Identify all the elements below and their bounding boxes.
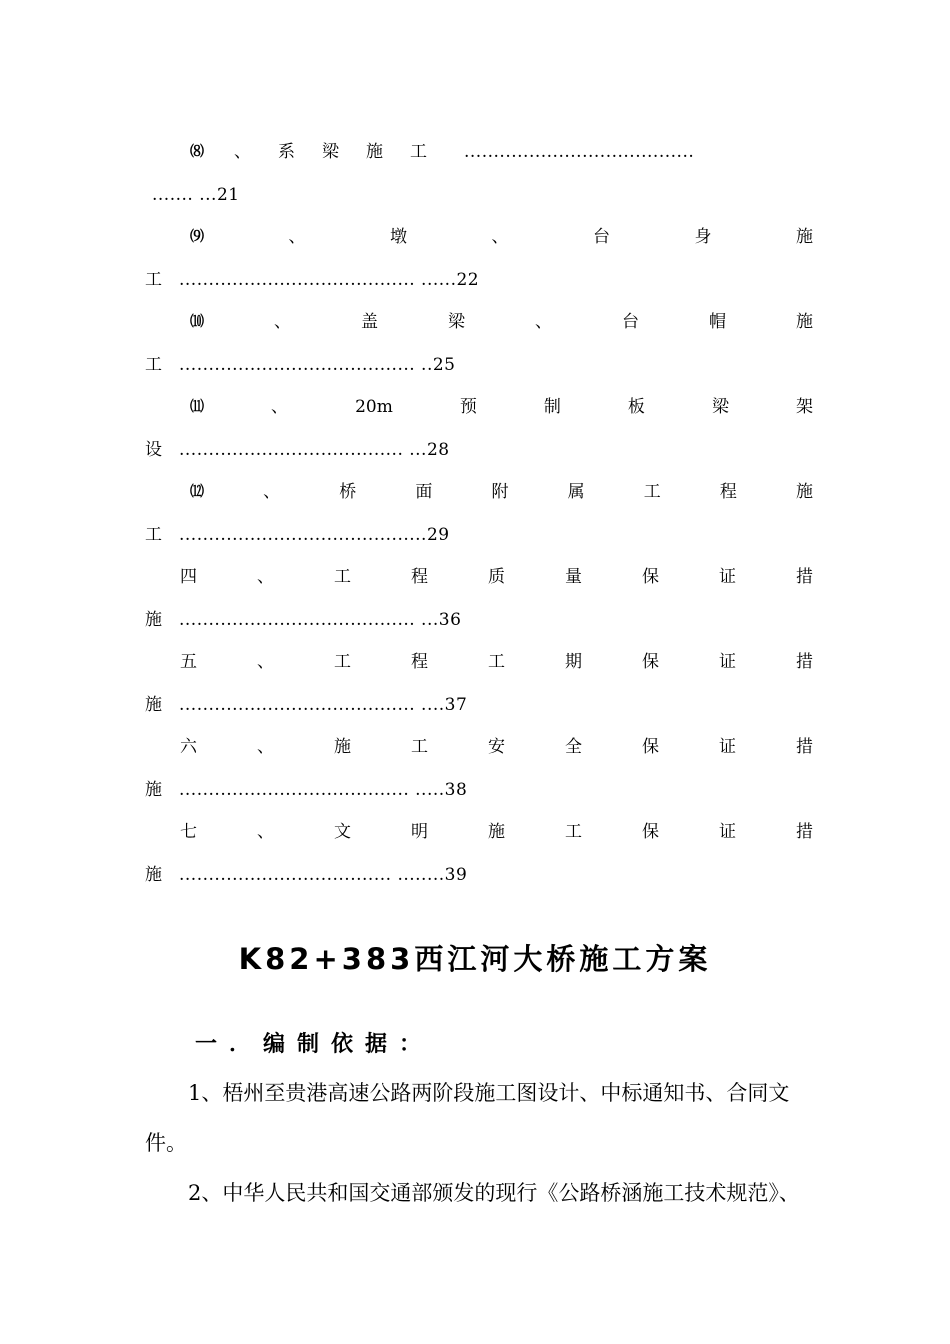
toc-entry-page <box>145 265 845 295</box>
toc-entry-char: 工 <box>334 652 351 672</box>
toc-entry-number: ⑿ <box>190 484 204 500</box>
section-heading: 一．编制依据： <box>195 1032 434 1057</box>
toc-entry-title <box>190 392 813 422</box>
toc-entry-char: 工 <box>488 652 505 672</box>
toc-entry-page <box>152 180 852 210</box>
toc-entry-title <box>180 732 813 762</box>
toc-entry-char: 附 <box>491 482 509 502</box>
toc-entry-number: 七 <box>180 822 197 842</box>
toc-entry-tail-char: 施 <box>145 780 162 800</box>
toc-entry-number: ⑾ <box>190 399 204 415</box>
toc-entry-char: 属 <box>567 482 585 502</box>
toc-entry-page <box>145 520 845 550</box>
toc-entry-tail-char: 施 <box>145 865 162 885</box>
toc-entry-char: 20m <box>355 397 393 417</box>
toc-entry-char: 、 <box>257 737 274 757</box>
toc-entry-title <box>190 477 813 507</box>
toc-entry-char: 台 <box>593 227 610 247</box>
toc-leader-and-page-number: .................................... ........39 <box>179 865 468 885</box>
toc-entry-tail-char: 设 <box>145 440 162 460</box>
toc-entry-tail-char: 工 <box>145 525 162 545</box>
toc-entry-char: 保 <box>642 822 659 842</box>
toc-entry-char: 工 <box>334 567 351 587</box>
toc-entry-char: 、 <box>257 822 274 842</box>
toc-entry-char: 工 <box>411 737 428 757</box>
toc-entry-number: ⑼ <box>190 229 204 245</box>
toc-entry-tail-char: 施 <box>145 695 162 715</box>
toc-entry-char: 工 <box>643 482 661 502</box>
toc-entry-page <box>145 860 845 890</box>
toc-entry-page <box>145 775 845 805</box>
toc-entry-char: 工 <box>410 142 427 162</box>
toc-entry-page <box>145 690 845 720</box>
toc-entry-char: 措 <box>796 652 813 672</box>
toc-entry-char: 证 <box>719 652 736 672</box>
toc-entry-char: 制 <box>543 397 561 417</box>
toc-entry-char: 施 <box>488 822 505 842</box>
toc-entry-title <box>180 562 813 592</box>
toc-entry-char: 、 <box>274 312 291 332</box>
toc-entry-char: 明 <box>411 822 428 842</box>
toc-entry-char: 台 <box>622 312 639 332</box>
toc-entry-char: 、 <box>263 482 281 502</box>
toc-entry-char: 安 <box>488 737 505 757</box>
toc-entry-char: 保 <box>642 652 659 672</box>
toc-entry-char: 程 <box>411 652 428 672</box>
toc-entry-char: 墩 <box>390 227 407 247</box>
toc-entry-char: 证 <box>719 737 736 757</box>
toc-entry-title <box>190 137 694 167</box>
toc-entry-tail-char: 施 <box>145 610 162 630</box>
toc-entry-char: 桥 <box>339 482 357 502</box>
toc-entry-char: 文 <box>334 822 351 842</box>
toc-entry-char: 、 <box>491 227 509 247</box>
paragraph-line: 件。 <box>145 1131 187 1155</box>
toc-leader-and-page-number: ........................................ ...36 <box>179 610 462 630</box>
toc-entry-char: 、 <box>535 312 552 332</box>
toc-entry-char: 证 <box>719 822 736 842</box>
toc-entry-char: 措 <box>796 822 813 842</box>
toc-entry-char: 工 <box>565 822 582 842</box>
toc-entry-char: 预 <box>459 397 477 417</box>
toc-entry-char: 保 <box>642 567 659 587</box>
toc-entry-page <box>145 605 845 635</box>
toc-leader-and-page-number: ........................................ ....37 <box>179 695 468 715</box>
toc-entry-char: 、 <box>271 397 289 417</box>
toc-leader-and-page-number: ..........................................29 <box>179 525 450 545</box>
toc-entry-char: 、 <box>288 227 306 247</box>
toc-leader-and-page-number: ....................................... .....38 <box>179 780 468 800</box>
toc-entry-char: 梁 <box>448 312 465 332</box>
toc-entry-char: 梁 <box>322 142 339 162</box>
toc-entry-char: 身 <box>694 227 712 247</box>
toc-entry-char: 措 <box>796 567 813 587</box>
toc-entry-title <box>190 222 813 252</box>
toc-entry-char: 施 <box>796 227 813 247</box>
toc-entry-page <box>145 350 845 380</box>
toc-entry-char: 、 <box>257 652 274 672</box>
paragraph-line: 1、梧州至贵港高速公路两阶段施工图设计、中标通知书、合同文 <box>188 1081 790 1105</box>
toc-entry-char: 施 <box>796 312 813 332</box>
toc-entry-char: 量 <box>565 567 582 587</box>
toc-entry-char: 梁 <box>711 397 729 417</box>
toc-entry-number: ⑽ <box>190 314 204 330</box>
toc-entry-page <box>145 435 845 465</box>
toc-entry-char: 程 <box>411 567 428 587</box>
toc-entry-number: 四 <box>180 567 197 587</box>
toc-entry-char: ....................................... <box>464 142 695 162</box>
toc-entry-char: 保 <box>642 737 659 757</box>
toc-leader-and-page-number: ....... ...21 <box>152 185 240 205</box>
toc-entry-char: 帽 <box>709 312 726 332</box>
toc-entry-title <box>180 647 813 677</box>
toc-entry-char: 证 <box>719 567 736 587</box>
toc-entry-char: 系 <box>278 142 295 162</box>
toc-entry-number: 五 <box>180 652 197 672</box>
toc-entry-char: 质 <box>488 567 505 587</box>
toc-entry-tail-char: 工 <box>145 355 162 375</box>
toc-entry-char: 施 <box>366 142 383 162</box>
toc-entry-char: 程 <box>719 482 737 502</box>
paragraph-line: 2、中华人民共和国交通部颁发的现行《公路桥涵施工技术规范》、 <box>188 1181 800 1205</box>
toc-entry-char: 全 <box>565 737 582 757</box>
toc-entry-title <box>190 307 813 337</box>
toc-leader-and-page-number: ........................................ ..25 <box>179 355 456 375</box>
toc-entry-title <box>180 817 813 847</box>
toc-entry-char: 盖 <box>361 312 378 332</box>
toc-entry-number: 六 <box>180 737 197 757</box>
toc-entry-tail-char: 工 <box>145 270 162 290</box>
toc-entry-char: 、 <box>257 567 274 587</box>
toc-entry-char: 施 <box>796 482 813 502</box>
toc-entry-char: 面 <box>415 482 433 502</box>
toc-entry-number: ⑻ <box>190 144 204 160</box>
toc-entry-char: 架 <box>795 397 813 417</box>
toc-entry-char: 措 <box>796 737 813 757</box>
toc-leader-and-page-number: ...................................... ...28 <box>179 440 450 460</box>
toc-entry-char: 板 <box>627 397 645 417</box>
toc-entry-char: 、 <box>234 142 251 162</box>
toc-leader-and-page-number: ........................................ ......22 <box>179 270 480 290</box>
toc-entry-char: 施 <box>334 737 351 757</box>
toc-entry-char: 期 <box>565 652 582 672</box>
document-title: K82+383西江河大桥施工方案 <box>238 942 712 976</box>
